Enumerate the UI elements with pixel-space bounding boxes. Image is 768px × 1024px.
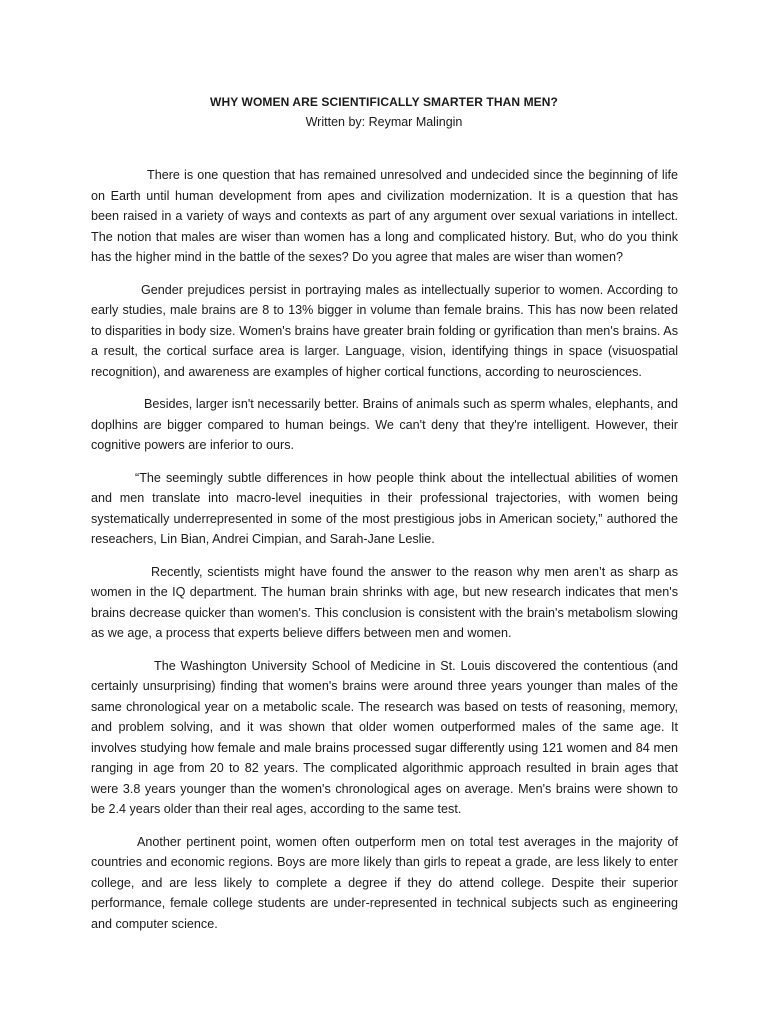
document-title: WHY WOMEN ARE SCIENTIFICALLY SMARTER THAN MEN?: [210, 95, 558, 109]
paragraph-6: The Washington University School of Medicine in St. Louis discovered the contentious (and certainly unsurprising) finding that women's brains were around three years younger than males of the same chronological year on a metabolic scale. The research was based on tests of reasoning, memory, and problem solving, and it was shown that older women outperformed males of the same age. It involves studying how female and male brains processed sugar differently using 121 women and 84 men ranging in age from 20 to 82 years. The complicated algorithmic approach resulted in brain ages that were 3.8 years younger than the women's chronological ages on average. Men's brains were shown to be 2.4 years older than their real ages, according to the same test.: [91, 658, 678, 816]
paragraph-3: Besides, larger isn't necessarily better. Brains of animals such as sperm whales, elephants, and doplhins are bigger compared to human beings. We can't deny that they're intelligent. However, their cognitive powers are inferior to ours.: [91, 397, 678, 452]
document-body: [91, 165, 678, 946]
document-author: Written by: Reymar Malingin: [305, 115, 463, 129]
paragraph-2: Gender prejudices persist in portraying males as intellectually superior to women. According to early studies, male brains are 8 to 13% bigger in volume than female brains. This has now been related to disparities in body size. Women's brains have greater brain folding or gyrification than men's brains. As a result, the cortical surface area is larger. Language, vision, identifying things in space (visuospatial recognition), and awareness are examples of higher cortical functions, according to neurosciences.: [91, 282, 678, 379]
paragraph-7: Another pertinent point, women often outperform men on total test averages in the majority of countries and economic regions. Boys are more likely than girls to repeat a grade, are less likely to enter college, and are less likely to complete a degree if they do attend college. Despite their superior performance, female college students are under-represented in technical subjects such as engineering and computer science.: [91, 834, 678, 931]
paragraph-1: There is one question that has remained unresolved and undecided since the beginning of life on Earth until human development from apes and civilization modernization. It is a question that has been raised in a variety of ways and contexts as part of any argument over sexual variations in intellect. The notion that males are wiser than women has a long and complicated history. But, who do you think has the higher mind in the battle of the sexes? Do you agree that males are wiser than women?: [91, 168, 678, 264]
paragraph-5: Recently, scientists might have found the answer to the reason why men aren’t as sharp as women in the IQ department. The human brain shrinks with age, but new research indicates that men's brains decrease quicker than women's. This conclusion is consistent with the brain's metabolism slowing as we age, a process that experts believe differs between men and women.: [91, 564, 678, 640]
paragraph-4: “The seemingly subtle differences in how people think about the intellectual abilities of women and men translate into macro-level inequities in their professional trajectories, with women being systematically underrepresented in some of the most prestigious jobs in American society,” authored the reseachers, Lin Bian, Andrei Cimpian, and Sarah-Jane Leslie.: [91, 470, 678, 546]
